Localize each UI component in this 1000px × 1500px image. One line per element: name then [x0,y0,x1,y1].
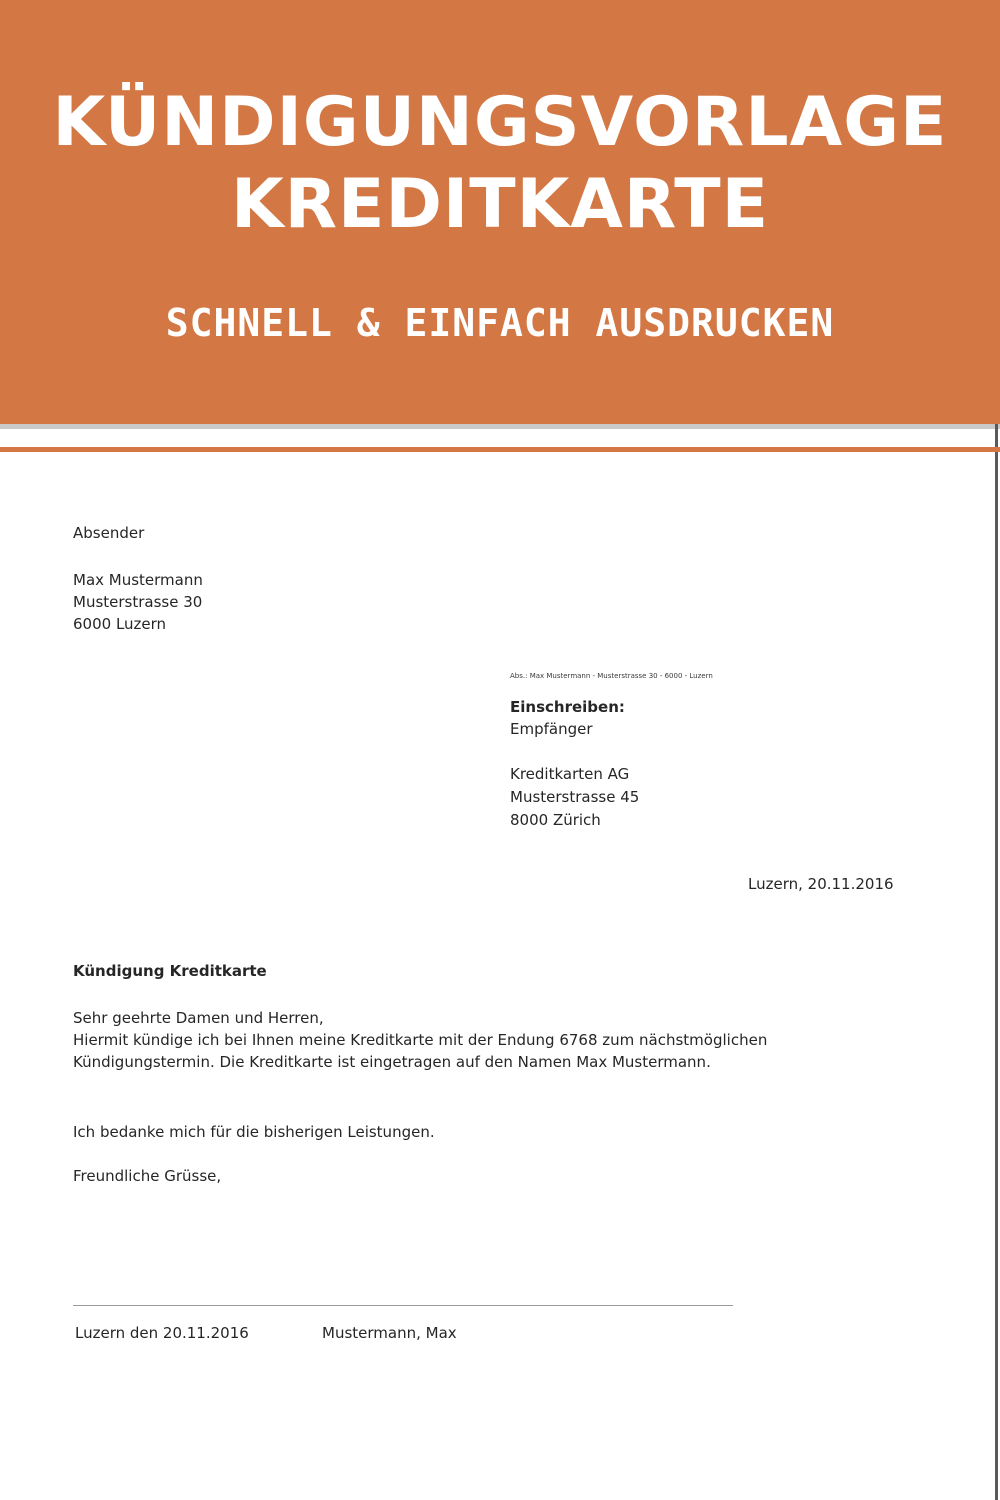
sender-city: 6000 Luzern [73,615,167,633]
banner-title-line-2: KREDITKARTE [230,165,770,244]
recipient-street: Musterstrasse 45 [510,788,640,806]
place-date: Luzern, 20.11.2016 [748,875,894,893]
registered-mail-label: Einschreiben: [510,698,625,716]
banner-title-line-1: KÜNDIGUNGSVORLAGE [52,83,948,162]
thanks-line: Ich bedanke mich für die bisherigen Leistungen. [73,1123,435,1141]
sender-name: Max Mustermann [73,571,203,589]
banner-subtitle: SCHNELL & EINFACH AUSDRUCKEN [165,301,835,345]
sender-street: Musterstrasse 30 [73,593,203,611]
salutation: Sehr geehrte Damen und Herren, [73,1009,324,1027]
signature-name: Mustermann, Max [322,1324,457,1342]
sender-heading: Absender [73,524,145,542]
return-address-line: Abs.: Max Mustermann - Musterstrasse 30 - 6000 - Luzern [510,672,713,680]
body-line-2: Kündigungstermin. Die Kreditkarte ist eingetragen auf den Namen Max Mustermann. [73,1053,711,1071]
body-line-1: Hiermit kündige ich bei Ihnen meine Kreditkarte mit der Endung 6768 zum nächstmöglichen [73,1031,768,1049]
letter-subject: Kündigung Kreditkarte [73,962,267,980]
signature-line [73,1305,733,1306]
recipient-heading: Empfänger [510,720,593,738]
recipient-name: Kreditkarten AG [510,765,630,783]
recipient-city: 8000 Zürich [510,811,601,829]
closing-line: Freundliche Grüsse, [73,1167,222,1185]
signature-place-date: Luzern den 20.11.2016 [75,1324,249,1342]
